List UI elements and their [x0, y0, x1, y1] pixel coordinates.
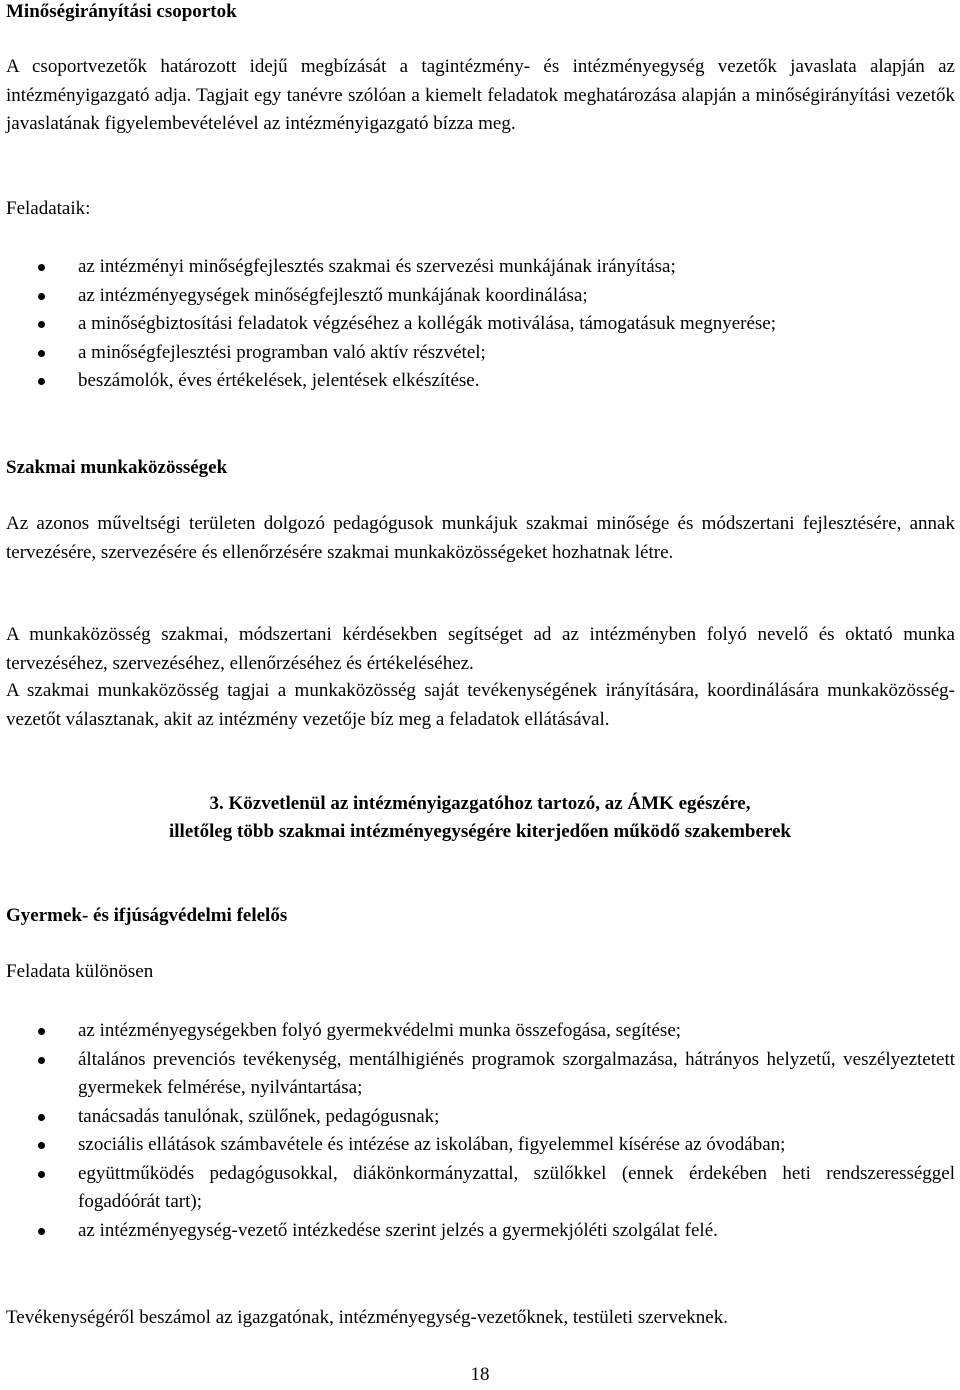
- list-item: együttműködés pedagógusokkal, diákönkormányzattal, szülőkkel (ennek érdekében heti rendszerességgel fogadóórát tart);: [6, 1160, 955, 1217]
- child-protection-closing: Tevékenységéről beszámol az igazgatónak, intézményegység-vezetőknek, testületi szerveknek.: [6, 1307, 728, 1328]
- child-protection-tasks-label: Feladata különösen: [6, 961, 154, 982]
- list-item: a minőségfejlesztési programban való aktív részvétel;: [6, 339, 955, 368]
- list-item: az intézményegységekben folyó gyermekvédelmi munka összefogása, segítése;: [6, 1017, 955, 1046]
- list-item: az intézményegységek minőségfejlesztő munkájának koordinálása;: [6, 282, 955, 311]
- section-heading-quality-groups: Minőségirányítási csoportok: [6, 1, 237, 22]
- list-item: beszámolók, éves értékelések, jelentések elkészítése.: [6, 367, 955, 396]
- list-item: a minőségbiztosítási feladatok végzéséhez a kollégák motiválása, támogatásuk megnyerése;: [6, 310, 955, 339]
- quality-groups-paragraph: A csoportvezetők határozott idejű megbízását a tagintézmény- és intézményegység vezetők javaslata alapján az intézményigazgató adja. Tagjait egy tanévre szólóan a kiemelt feladatok meghatározása alapján a minőségirányítási vezetők javaslatának figyelembevételével az intézményigazgató bízza meg.: [6, 56, 955, 134]
- list-item: az intézményegység-vezető intézkedése szerint jelzés a gyermekjóléti szolgálat felé.: [6, 1217, 955, 1246]
- list-item: az intézményi minőségfejlesztés szakmai és szervezési munkájának irányítása;: [6, 253, 955, 282]
- professional-groups-paragraph-3: A szakmai munkaközösség tagjai a munkaközösség saját tevékenységének irányítására, koordinálására munkaközösség-vezetőt választanak, akit az intézmény vezetője bíz meg a feladatok ellátásával.: [6, 680, 955, 730]
- section-heading-child-protection: Gyermek- és ifjúságvédelmi felelős: [6, 905, 288, 926]
- list-item: általános prevenciós tevékenység, mentálhigiénés programok szorgalmazása, hátrányos helyzetű, veszélyeztetett gyermekek felmérése, nyilvántartása;: [6, 1046, 955, 1103]
- page-number: 18: [470, 1364, 490, 1385]
- professional-groups-paragraph-1: Az azonos műveltségi területen dolgozó pedagógusok munkájuk szakmai minősége és módszertani fejlesztésére, annak tervezésére, szervezésére és ellenőrzésére szakmai munkaközösségeket hozhatnak létre.: [6, 513, 955, 563]
- list-item: tanácsadás tanulónak, szülőnek, pedagógusnak;: [6, 1103, 955, 1132]
- section-heading-professional-groups: Szakmai munkaközösségek: [6, 457, 228, 478]
- chapter-title-line-2: illetőleg több szakmai intézményegységére kiterjedően működő szakemberek: [169, 821, 791, 842]
- list-item: szociális ellátások számbavétele és intézése az iskolában, figyelemmel kísérése az óvodában;: [6, 1131, 955, 1160]
- child-protection-task-list: [6, 1017, 955, 1245]
- chapter-title-line-1: 3. Közvetlenül az intézményigazgatóhoz tartozó, az ÁMK egészére,: [209, 793, 751, 814]
- quality-groups-tasks-label: Feladataik:: [6, 198, 91, 219]
- professional-groups-paragraph-2: A munkaközösség szakmai, módszertani kérdésekben segítséget ad az intézményben folyó nevelő és oktató munka tervezéséhez, szervezéséhez, ellenőrzéséhez és értékeléséhez.: [6, 624, 955, 674]
- quality-groups-task-list: [6, 253, 955, 396]
